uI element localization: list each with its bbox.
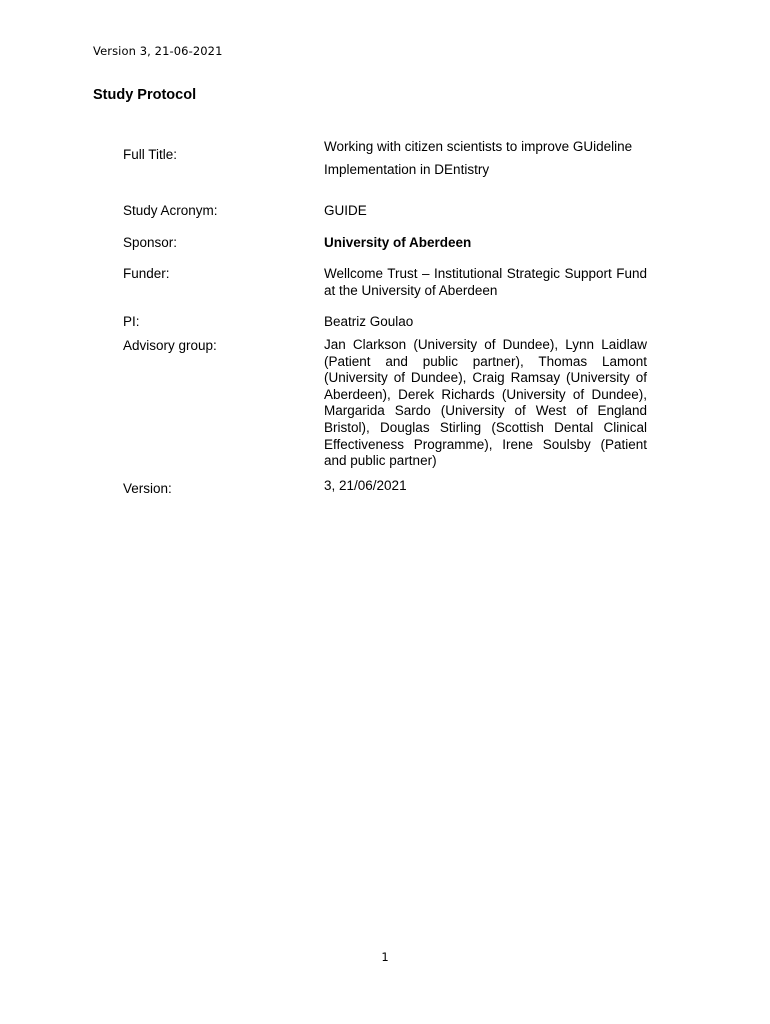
document-title: Study Protocol [93,87,197,103]
pi-label: PI: [123,314,140,329]
advisory-group-value: Jan Clarkson (University of Dundee), Lynn Laidlaw (Patient and public partner), Thomas Lamont (University of Dundee), Craig Ramsay (University of Aberdeen), Derek Richards (University of Dundee), Margarida Sardo (University of West of England Bristol), Douglas Stirling (Scottish Dental Clinical Effectiveness Programme), Irene Soulsby (Patient and public partner) [324,337,647,469]
pi-value: Beatriz Goulao [324,314,414,329]
version-value: 3, 21/06/2021 [324,478,407,493]
header-version-line: Version 3, 21-06-2021 [93,44,223,58]
funder-label: Funder: [123,266,170,281]
study-acronym-value: GUIDE [324,203,367,218]
version-label: Version: [123,481,172,496]
sponsor-value: University of Aberdeen [324,235,472,250]
advisory-group-label: Advisory group: [123,338,217,353]
page-number: 1 [381,950,389,964]
full-title-label: Full Title: [123,147,178,162]
full-title-value: Working with citizen scientists to improve GUideline Implementation in DEntistry [324,139,633,177]
funder-value: Wellcome Trust – Institutional Strategic Support Fund at the University of Aberdeen [324,266,647,298]
study-acronym-label: Study Acronym: [123,203,218,218]
sponsor-label: Sponsor: [123,235,178,250]
